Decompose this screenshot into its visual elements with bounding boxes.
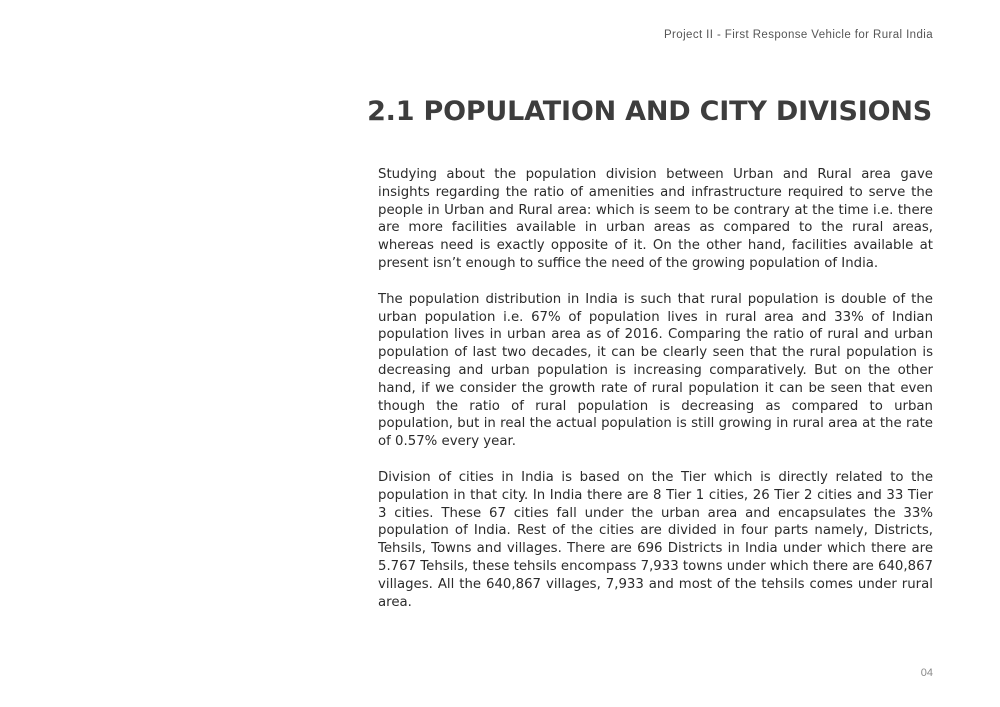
paragraph-population-distribution: The population distribution in India is such that rural population is double of the urban population i.e. 67% of population lives in rural area and 33% of Indian population lives in urban area as of 2016. Comparing the ratio of rural and urban population of last two decades, it can be clearly seen that the rural population is decreasing and urban population is increasing comparatively. But on the other hand, if we consider the growth rate of rural population it can be seen that even though the ratio of rural population is decreasing as compared to urban population, but in real the actual population is still growing in rural area at the rate of 0.57% every year. xyxy=(378,291,933,450)
section-title: 2.1 POPULATION AND CITY DIVISIONS xyxy=(367,96,932,127)
paragraph-city-divisions: Division of cities in India is based on the Tier which is directly related to the population in that city. In India there are 8 Tier 1 cities, 26 Tier 2 cities and 33 Tier 3 cities. These 67 cities fall under the urban area and encapsulates the 33% population of India. Rest of the cities are divided in four parts namely, Districts, Tehsils, Towns and villages. There are 696 Districts in India under which there are 5.767 Tehsils, these tehsils encompass 7,933 towns under which there are 640,867 villages. All the 640,867 villages, 7,933 and most of the tehsils comes under rural area. xyxy=(378,469,933,610)
paragraph-population-division: Studying about the population division between Urban and Rural area gave insights regarding the ratio of amenities and infrastructure required to serve the people in Urban and Rural area: which is seem to be contrary at the time i.e. there are more facilities available in urban areas as compared to the rural areas, whereas need is exactly opposite of it. On the other hand, facilities available at present isn’t enough to suffice the need of the growing population of India. xyxy=(378,167,933,271)
running-header: Project II - First Response Vehicle for Rural India xyxy=(663,29,933,41)
page-number: 04 xyxy=(920,667,933,679)
body-text xyxy=(378,166,933,629)
